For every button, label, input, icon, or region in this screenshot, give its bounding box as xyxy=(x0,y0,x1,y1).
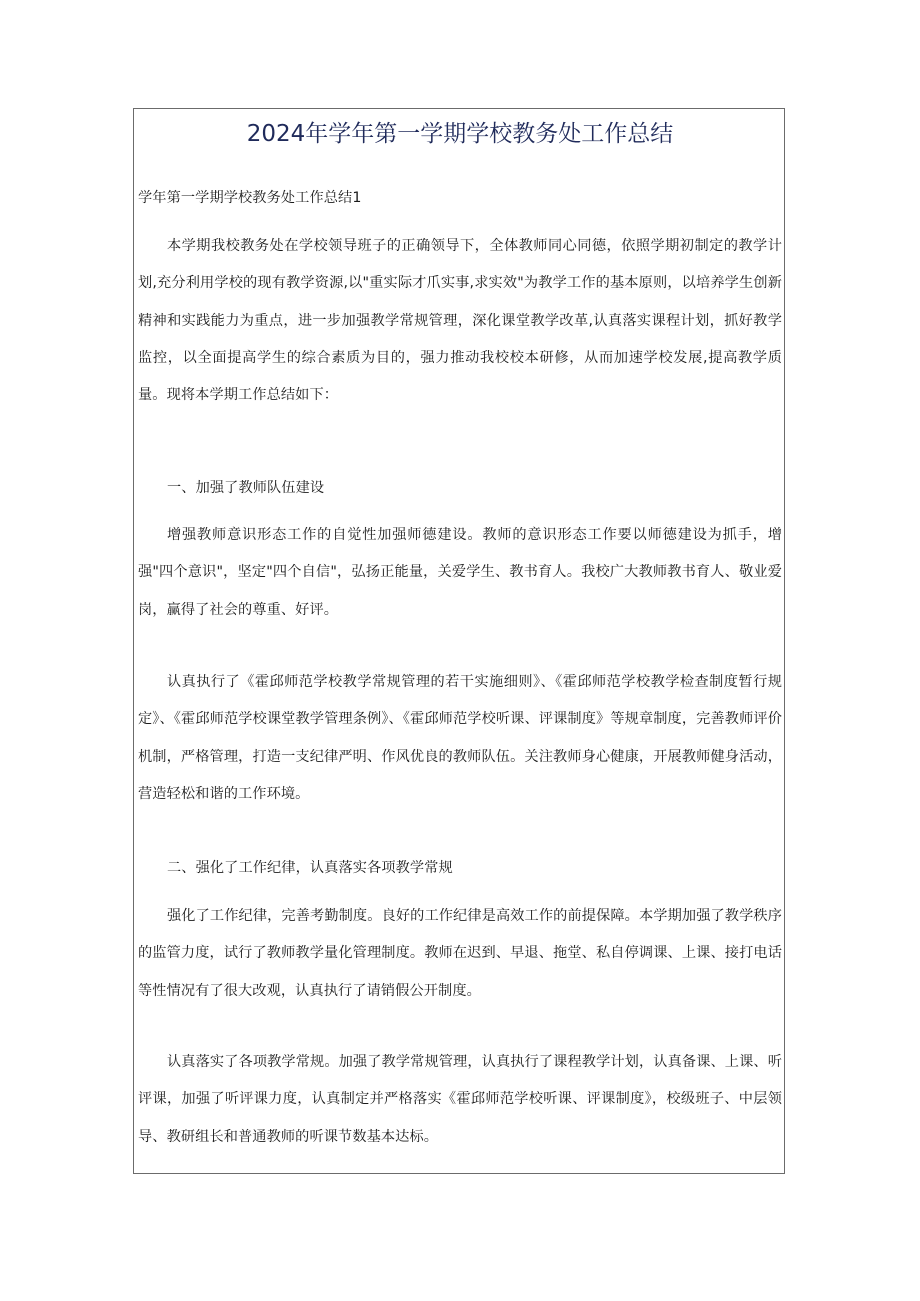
paragraph-regulations: 认真执行了《霍邱师范学校教学常规管理的若干实施细则》、《霍邱师范学校教学检查制度暂行规定》、《霍邱师范学校课堂教学管理条例》、《霍邱师范学校听课、评课制度》等规章制度，完善教师评价机制，严格管理，打造一支纪律严明、作风优良的教师队伍。关注教师身心健康，开展教师健身活动，营造轻松和谐的工作环境。 xyxy=(138,674,782,802)
paragraph-intro: 本学期我校教务处在学校领导班子的正确领导下，全体教师同心同德，依照学期初制定的教学计划,充分利用学校的现有教学资源,以"重实际才爪实事,求实效"为教学工作的基本原则，以培养学生创新精神和实践能力为重点，进一步加强教学常规管理，深化课堂教学改革,认真落实课程计划，抓好教学监控，以全面提高学生的综合素质为目的，强力推动我校校本研修，从而加速学校发展,提高教学质量。现将本学期工作总结如下： xyxy=(138,238,782,404)
section-subtitle: 学年第一学期学校教务处工作总结1 xyxy=(138,190,362,206)
paragraph-teaching-routines: 认真落实了各项教学常规。加强了教学常规管理，认真执行了课程教学计划，认真备课、上课、听评课，加强了听评课力度，认真制定并严格落实《霍邱师范学校听课、评课制度》，校级班子、中层领导、教研组长和普通教师的听课节数基本达标。 xyxy=(138,1054,782,1145)
heading-teacher-team: 一、加强了教师队伍建设 xyxy=(167,480,325,496)
paragraph-attendance: 强化了工作纪律，完善考勤制度。良好的工作纪律是高效工作的前提保障。本学期加强了教学秩序的监管力度，试行了教师教学量化管理制度。教师在迟到、早退、拖堂、私自停调课、上课、接打电话等性情况有了很大改观，认真执行了请销假公开制度。 xyxy=(138,908,782,999)
document-title: 2024年学年第一学期学校教务处工作总结 xyxy=(246,121,674,147)
heading-work-discipline: 二、强化了工作纪律，认真落实各项教学常规 xyxy=(167,860,453,876)
paragraph-ethics: 增强教师意识形态工作的自觉性加强师德建设。教师的意识形态工作要以师德建设为抓手，增强"四个意识"，坚定"四个自信"，弘扬正能量，关爱学生、教书育人。我校广大教师教书育人、敬业爱岗，赢得了社会的尊重、好评。 xyxy=(138,527,782,618)
